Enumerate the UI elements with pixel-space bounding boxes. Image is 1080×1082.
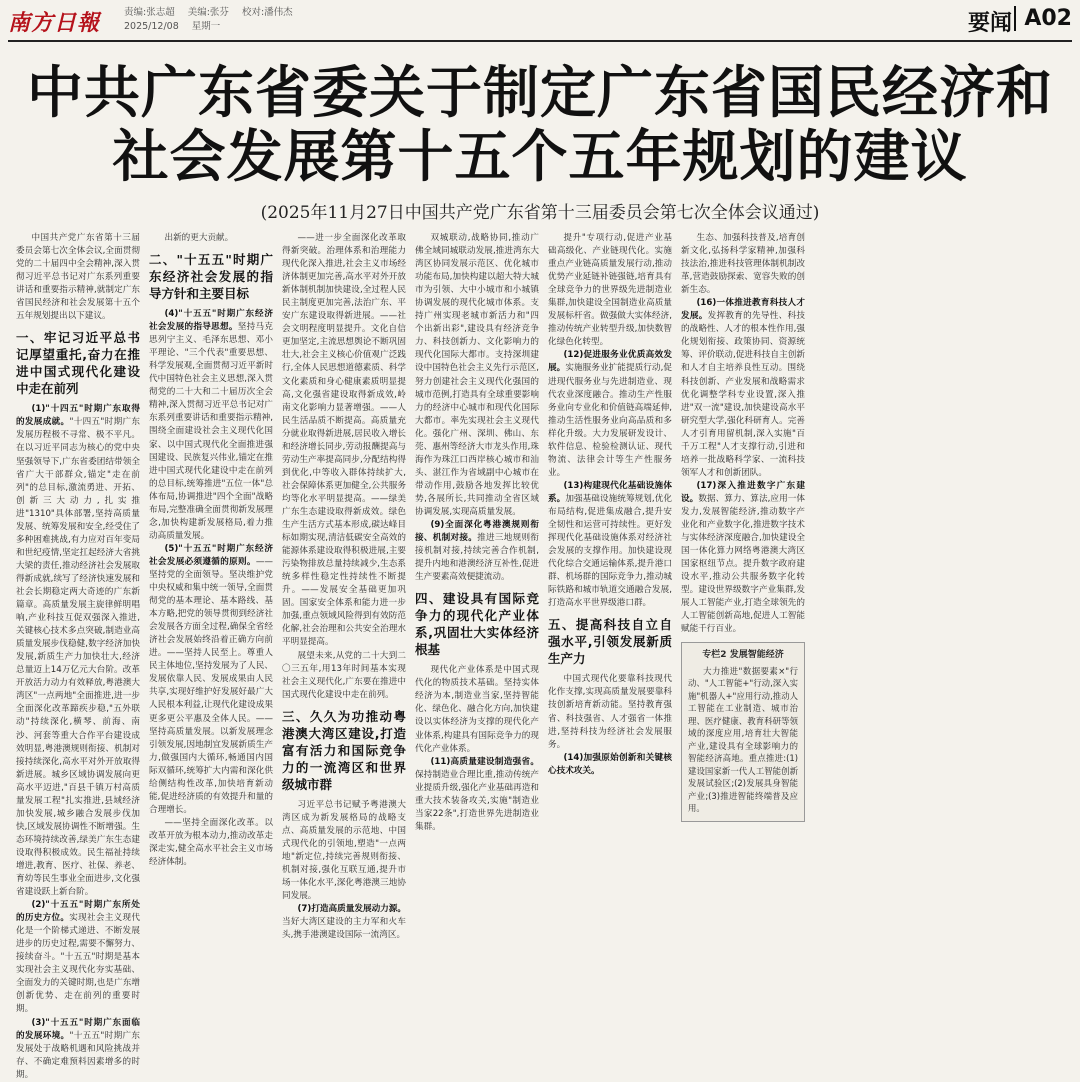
text-column-1 [16, 232, 140, 1080]
body-paragraph: 现代化产业体系是中国式现代化的物质技术基础。坚持实体经济为本,制造业当家,坚持智能化、绿色化、融合化方向,加快建设以实体经济为支撑的现代化产业体系,构建具有国际竞争力的现代化产业体系。 [415, 665, 539, 754]
headline-line-1: 中共广东省委关于制定广东省国民经济和 [27, 61, 1053, 126]
body-paragraph: 习近平总书记赋予粤港澳大湾区成为新发展格局的战略支点、高质量发展的示范地、中国式现代化的引领地,塑造"一点两地"新定位,持续完善规则衔接、机制对接,强化互联互通,提升市场一体化水平,深化粤港澳三地协同发展。 [282, 799, 406, 902]
subheading: (2)"十五五"时期广东所处的历史方位。 [16, 900, 140, 924]
sidebar-box-title: 专栏2 发展智能经济 [702, 650, 784, 661]
text-column-5 [548, 232, 672, 1074]
body-paragraph: "十五五"时期广东发展处于战略机遇和风险挑战并存、不确定难预料因素增多的时期。 [16, 1030, 140, 1080]
section-heading-2: 二、"十五五"时期广东经济社会发展的指导方针和主要目标 [149, 252, 273, 302]
body-paragraph: 发挥教育的先导性、科技的战略性、人才的根本性作用,强化规划衔接、政策协同、资源统筹、评价联动,促进科技自主创新和人才自主培养良性互动。围绕科技创新、产业发展和战略需求优化调整学科专业设置,深入推进"双一流"建设,加快建设高水平研究型大学,强化科研育人。完善人才引育用留机制,深入实施"百千万工程"人才支撑行动,引进和培养一批战略科学家、一流科技领军人才和创新团队。 [681, 311, 805, 478]
page-number: A02 [1014, 6, 1072, 31]
body-paragraph: 中国式现代化要靠科技现代化作支撑,实现高质量发展要靠科技创新培育新动能。坚持教育强省、科技强省、人才强省一体推进,坚持科技为经济社会发展服务。 [548, 674, 672, 750]
body-paragraph: 出新的更大贡献。 [164, 233, 234, 243]
body-paragraph: 保持制造业合理比重,推动传统产业提质升级,强化产业基础再造和重大技术装备攻关,实施"制造业当家22条",打造世界先进制造业集群。 [415, 769, 539, 832]
issue-weekday: 星期一 [191, 21, 221, 32]
designer-credit: 美编:张芬 [187, 7, 229, 18]
masthead-rule [8, 40, 1072, 42]
text-column-4 [415, 232, 539, 1074]
sidebar-box-text: 大力推进"数据要素×"行动、"人工智能+"行动,深入实施"机器人+"应用行动,推动人工智能在工业制造、城市治理、医疗健康、教育科研等领域的深度应用,培育壮大智能产业,建设具有全球影响力的智能经济高地。重点推进:(1)建设国家新一代人工智能创新发展试验区;(2)发展具身智能产业;(3)推进智能终端普及应用。 [688, 665, 798, 814]
section-heading-3: 三、久久为功推动粤港澳大湾区建设,打造富有活力和国际竞争力的一流湾区和世界级城市群 [282, 708, 406, 792]
body-paragraph: ——坚持党的全面领导。坚决维护党中央权威和集中统一领导,全面贯彻党的基本理论、基本路线、基本方略,把党的领导贯彻到经济社会发展各方面全过程,确保全省经济社会发展始终沿着正确方向前进。——坚持人民至上。尊重人民主体地位,坚持发展为了人民、发展依靠人民、发展成果由人民共享,实现好维护好发展好最广大人民根本利益,让现代化建设成果更多更公平惠及全体人民。——坚持高质量发展。以新发展理念引领发展,因地制宜发展新质生产力,做强国内大循环,畅通国内国际双循环,统筹扩大内需和深化供给侧结构性改革,加快培育新动能,促进经济质的有效提升和量的合理增长。 [149, 556, 273, 815]
masthead [0, 0, 1080, 40]
issue-date: 2025/12/08 [124, 21, 179, 32]
section-heading-4: 四、建设具有国际竞争力的现代化产业体系,巩固壮大实体经济根基 [415, 591, 539, 658]
text-column-2 [149, 232, 273, 1074]
body-paragraph: 推进三地规则衔接机制对接,持续完善合作机制,提升内地和港澳经济互补性,促进生产要素高效便捷流动。 [415, 533, 539, 583]
body-paragraph: ——进一步全面深化改革取得新突破。治理体系和治理能力现代化深入推进,社会主义市场经济体制更加完善,高水平对外开放新体制机制加快建设,全过程人民民主制度更加完善,法治广东、平安广东建设取得新进展。——社会文明程度明显提升。文化自信更加坚定,主流思想舆论不断巩固壮大,社会主义核心价值观广泛践行,全体人民思想道德素质、科学文化素质和身心健康素质明显提高,文化强省建设取得新成效,岭南文化影响力显著增强。——人民生活品质不断提高。高质量充分就业取得新进展,居民收入增长和经济增长同步,劳动报酬提高与劳动生产率提高同步,分配结构得到优化,中等收入群体持续扩大,社会保障体系更加健全,公共服务均等化水平明显提高。——绿美广东生态建设取得新成效。绿色生产生活方式基本形成,碳达峰目标如期实现,清洁低碳安全高效的能源体系建设取得积极进展,主要污染物排放总量持续减少,生态系统多样性稳定性持续性不断提升。——发展安全基础更加巩固。国家安全体系和能力进一步加强,重点领域风险得到有效防范化解,社会治理和公共安全治理水平明显提高。 [282, 233, 406, 648]
intro-paragraph: 中国共产党广东省第十三届委员会第七次全体会议,全面贯彻党的二十届四中全会精神,深入贯彻习近平总书记对广东系列重要讲话和重要指示精神,就制定广东省国民经济和社会发展第十五个五年规划提出以下建议。 [16, 233, 140, 322]
section-heading-5: 五、提高科技自立自强水平,引领发展新质生产力 [548, 617, 672, 667]
body-paragraph: 实施服务业扩能提质行动,促进现代服务业与先进制造业、现代农业深度融合。推动生产性服务业向专业化和价值链高端延伸,推动生活性服务业向高品质和多样化升级。大力发展研发设计、软件信息、检验检测认证、现代物流、法律会计等生产性服务业。 [548, 363, 672, 478]
proofreader-credit: 校对:潘伟杰 [241, 7, 293, 18]
article-body [16, 232, 1074, 1080]
body-paragraph: 实现社会主义现代化是一个阶梯式递进、不断发展进步的历史过程,需要不懈努力、接续奋斗。"十五五"时期是基本实现社会主义现代化夯实基础、全面发力的关键时期,也是广东增创新优势、走在前列的重要时期。 [16, 913, 140, 1015]
body-paragraph: 坚持马克思列宁主义、毛泽东思想、邓小平理论、"三个代表"重要思想、科学发展观,全面贯彻习近平新时代中国特色社会主义思想,深入贯彻党的二十大和二十届历次全会精神,深入贯彻习近平总书记对广东系列重要讲话和重要指示精神,围绕全面建设社会主义现代化国家、以中国式现代化全面推进强国建设、民族复兴伟业,锚定在推进中国式现代化建设中走在前列的总目标,统筹推进"五位一体"总体布局,协调推进"四个全面"战略布局,完整准确全面贯彻新发展理念,加快构建新发展格局,着力推动高质量发展。 [149, 322, 273, 541]
subheading: (4)"十五五"时期广东经济社会发展的指导思想。 [149, 309, 273, 333]
masthead-meta [124, 6, 303, 34]
subheading: (7)打造高质量发展动力源。 [297, 904, 406, 915]
body-paragraph: 数据、算力、算法,应用一体发力,发展智能经济,推动数字产业化和产业数字化,推进数字技术与实体经济深度融合,加快建设全国一体化算力网络粤港澳大湾区国家枢纽节点。提升数字政府建设水平,推动公共服务数字化转型。建设世界级数字产业集群,发展人工智能产业,打造全球领先的人工智能创新高地,促进人工智能赋能千行百业。 [681, 493, 805, 635]
newspaper-logo: 南方日報 [8, 10, 101, 36]
subheading: (5)"十五五"时期广东经济社会发展必须遵循的原则。 [149, 543, 273, 567]
sidebar-box [681, 642, 805, 822]
subheading: (16)一体推进教育科技人才发展。 [681, 298, 805, 322]
section-name: 要闻 [967, 11, 1012, 36]
headline-subtitle: (2025年11月27日中国共产党广东省第十三届委员会第七次全体会议通过) [260, 203, 820, 223]
subheading: (1)"十四五"时期广东取得的发展成就。 [16, 404, 140, 428]
headline-line-2: 社会发展第十五个五年规划的建议 [112, 125, 968, 190]
body-paragraph: ——坚持全面深化改革。以改革开放为根本动力,推动改革走深走实,健全高水平社会主义市场经济体制。 [149, 817, 273, 868]
text-column-6 [681, 232, 805, 1074]
body-paragraph: "十四五"时期广东发展历程极不寻常、极不平凡。在以习近平同志为核心的党中央坚强领导下,广东省委团结带领全省广大干部群众,锚定"走在前列"的总目标,激流勇进、开拓、创新三大动力,扎实推进"1310"具体部署,坚持高质量发展、统筹发展和安全,经受住了多种困难挑战,有力应对百年变局和世纪疫情,坚定扛起经济大省挑大梁的责任,推动经济社会发展取得新成就,续写了经济快速发展和社会长期稳定两大奇迹的广东新篇章。高质量发展主旋律鲜明唱响,产业科技互促双强深入推进,关键核心技术多点突破,制造业高质量发展步伐稳健,数字经济加快发展,新质生产力加快壮大,经济总量迈上14万亿元大台阶。改革开放活力动力有效释放,粤港澳大湾区"一点两地"全面推进,进一步全面深化改革蹄疾步稳,"五外联动"持续深化,横琴、前海、南沙、河套等重大合作平台建设成效明显,粤港澳规则衔接、机制对接持续深化,高水平对外开放取得新进展。城乡区域协调发展向更高水平迈进,"百县千镇万村高质量发展工程"扎实推进,县域经济加快发展,城乡融合发展步伐加快,区域发展协调性不断增强。生态环境持续改善,绿美广东生态建设取得积极成效。民生福祉持续增进,教育、医疗、社保、养老、育幼等民生事业全面进步,文化强省建设跃上新台阶。 [16, 417, 140, 898]
body-paragraph: 加强基础设施统筹规划,优化布局结构,促进集成融合,提升安全韧性和运营可持续性。更好发挥现代化基础设施体系对经济社会发展的支撑作用。加快建设现代化综合交通运输体系,提升港口群、机场群的国际竞争力,推动城际铁路和城市轨道交通融合发展,打造高水平世界级港口群。 [548, 493, 672, 609]
subheading: (12)促进服务业优质高效发展。 [548, 350, 672, 374]
subheading: (9)全面深化粤港澳规则衔接、机制对接。 [415, 520, 539, 544]
editor-credit: 责编:张志超 [124, 7, 175, 18]
subheading: (13)构建现代化基础设施体系。 [548, 480, 672, 504]
subheading: (17)深入推进数字广东建设。 [681, 480, 805, 504]
headline [0, 62, 1080, 190]
text-column-3 [282, 232, 406, 1074]
subheading: (14)加强原始创新和关键核心技术攻关。 [548, 752, 672, 776]
body-paragraph: 当好大湾区建设的主力军和火车头,携手港澳建设国际一流湾区。 [282, 917, 406, 941]
section-heading-1: 一、牢记习近平总书记厚望重托,奋力在推进中国式现代化建设中走在前列 [16, 330, 140, 397]
body-paragraph: 提升"专项行动,促进产业基础高级化、产业链现代化。实施重点产业链高质量发展行动,推动优势产业延链补链强链,培育具有全球竞争力的世界级先进制造业集群,加快建设全国制造业高质量发展标杆省。做强做大实体经济,推动传统产业转型升级,加快数智化绿色化转型。 [548, 233, 672, 348]
subheading: (3)"十五五"时期广东面临的发展环境。 [16, 1017, 140, 1041]
body-paragraph: 展望未来,从党的二十大到二〇三五年,用13年时间基本实现社会主义现代化,广东要在推进中国式现代化建设中走在前列。 [282, 650, 406, 700]
body-paragraph: 双城联动,战略协同,推动广佛全域同城联动发展,推进湾东大湾区协同发展示范区、优化城市功能布局,加快构建以超大特大城市为引领、大中小城市和小城镇协调发展的现代化城市体系。支持广州实现老城市新活力和"四个出新出彩",建设具有经济竞争力、科技创新力、文化影响力的现代化国际大都市。支持深圳建设中国特色社会主义先行示范区,努力创建社会主义现代化强国的城市范例,打造具有全球重要影响力的经济中心城市和现代化国际大都市。率先实现社会主义现代化。强化广州、深圳、佛山、东莞、惠州等经济大市龙头作用,珠海作为珠江口西岸核心城市和汕头、湛江作为省域副中心城市在带动作用,鼓励各地发挥比较优势,各展所长,共同推动全省区域协调发展,实现高质量发展。 [415, 233, 539, 517]
body-paragraph: 生态、加强科技普及,培育创新文化,弘扬科学家精神,加强科技法治,推进科技管理体制机制改革,营造鼓励探索、宽容失败的创新生态。 [681, 233, 805, 296]
subheading: (11)高质量建设制造强省。 [430, 756, 539, 767]
